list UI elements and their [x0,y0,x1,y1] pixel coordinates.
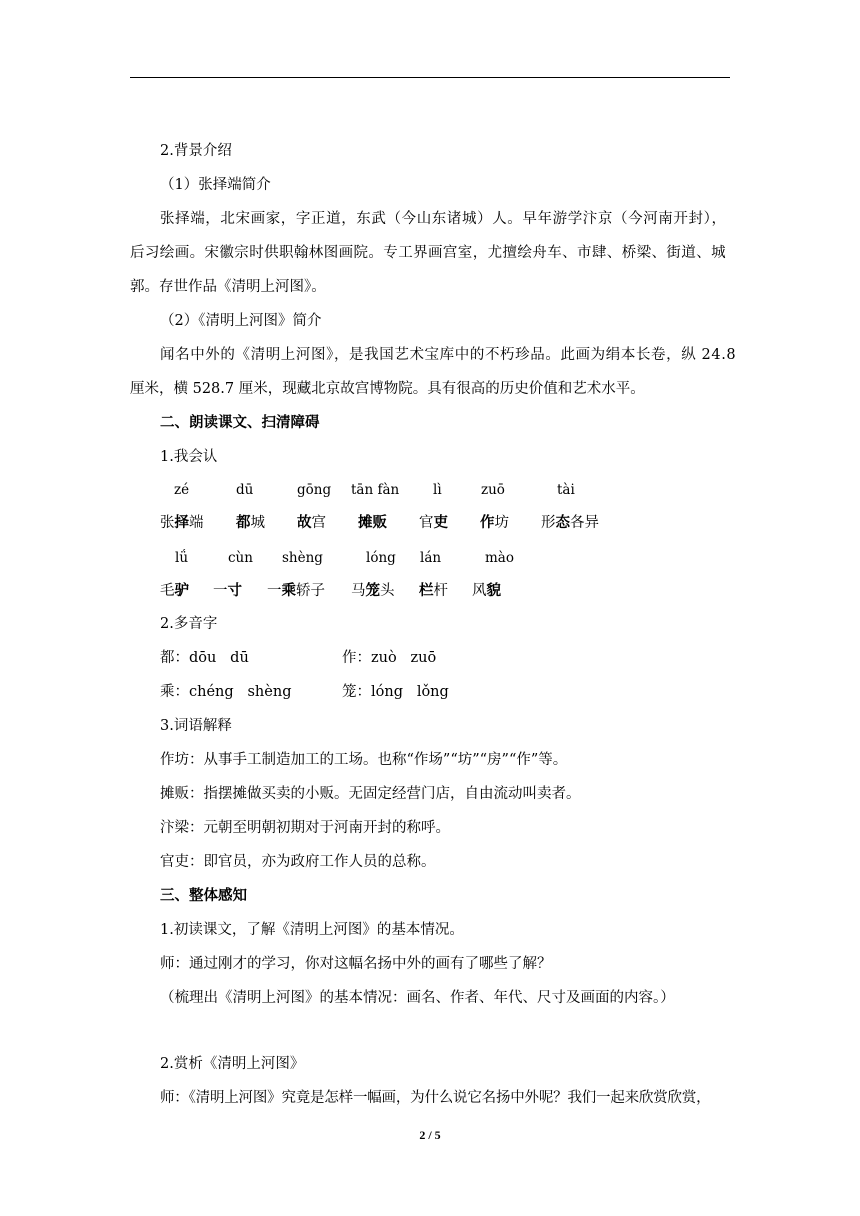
vocab-definition: 作坊：从事手工制造加工的工场。也称“作场”“坊”“房”“作”等。 [160,752,568,768]
pinyin: mào [485,550,514,566]
vocab-word: 故宫 [297,514,326,531]
pinyin: lì [433,482,442,498]
part-heading-overview: 三、整体感知 [160,887,247,904]
pinyin: zé [174,482,190,498]
paragraph-line: 郭。存世作品《清明上河图》。 [130,279,326,295]
paragraph-line: 张择端，北宋画家，字正道，东武（今山东诸城）人。早年游学汴京（今河南开封）， [160,211,727,227]
subheading-zhang-zeduan: （1）张择端简介 [160,177,271,193]
vocab-definition: 摊贩：指摆摊做买卖的小贩。无固定经营门店，自由流动叫卖者。 [160,786,581,802]
part-heading-reading: 二、朗读课文、扫清障碍 [160,414,320,431]
pinyin: lǘ [175,550,189,566]
pinyin: gōng [297,482,332,498]
vocab-word: 栏杆 [419,582,448,599]
vocab-word: 风貌 [472,582,501,599]
subheading-polyphonic: 2.多音字 [160,616,218,632]
pinyin: dū [236,482,254,498]
paragraph-line: 闻名中外的《清明上河图》，是我国艺术宝库中的不朽珍品。此画为绢本长卷，纵 24.8 [160,347,737,363]
page-number: 2 / 5 [419,1128,441,1142]
vocab-word: 一乘轿子 [267,582,325,599]
pinyin: lán [420,550,442,566]
vocab-definition: 官吏：即官员，亦为政府工作人员的总称。 [160,854,436,870]
polyphonic-entry: 乘：chéng shèng [160,684,292,700]
vocab-word: 一寸 [213,582,242,599]
paragraph-line: 后习绘画。宋徽宗时供职翰林图画院。专工界画宫室，尤擅绘舟车、市肆、桥梁、街道、城 [130,245,726,261]
teacher-line: 师：通过刚才的学习，你对这幅名扬中外的画有了哪些了解？ [160,956,552,972]
polyphonic-entry: 都：dōu dū [160,650,249,666]
pinyin: lóng [366,550,396,566]
vocab-word: 摊贩 [358,514,387,531]
vocab-word: 马笼头 [351,582,395,599]
pinyin: zuō [481,482,505,498]
section-heading-background: 2.背景介绍 [160,143,232,159]
subheading-painting-intro: （2）《清明上河图》简介 [160,313,322,329]
vocab-word: 官吏 [419,514,448,531]
task-item: 1.初读课文，了解《清明上河图》的基本情况。 [160,922,464,938]
vocab-definition: 汴梁：元朝至明朝初期对于河南开封的称呼。 [160,820,450,836]
teacher-line: 师：《清明上河图》究竟是怎样一幅画，为什么说它名扬中外呢？我们一起来欣赏欣赏， [160,1090,711,1106]
pinyin: shèng [282,550,323,566]
polyphonic-entry: 笼：lóng lǒng [342,684,449,700]
vocab-word: 作坊 [480,514,509,531]
task-item: 2.赏析《清明上河图》 [160,1056,305,1072]
vocab-word: 形态各异 [541,514,599,531]
pinyin: cùn [228,550,253,566]
vocab-word: 都城 [236,514,265,531]
vocab-word: 张择端 [160,514,204,531]
header-rule [130,77,730,78]
vocab-word: 毛驴 [160,582,189,599]
paragraph-line: 厘米，横 528.7 厘米，现藏北京故宫博物院。具有很高的历史价值和艺术水平。 [130,381,645,397]
subheading-recognize: 1.我会认 [160,449,218,465]
polyphonic-entry: 作：zuò zuō [342,650,437,666]
subheading-vocab: 3.词语解释 [160,718,232,734]
note-line: （梳理出《清明上河图》的基本情况：画名、作者、年代、尺寸及画面的内容。） [160,990,675,1006]
pinyin: tài [557,482,575,498]
pinyin: tān fàn [351,482,400,498]
